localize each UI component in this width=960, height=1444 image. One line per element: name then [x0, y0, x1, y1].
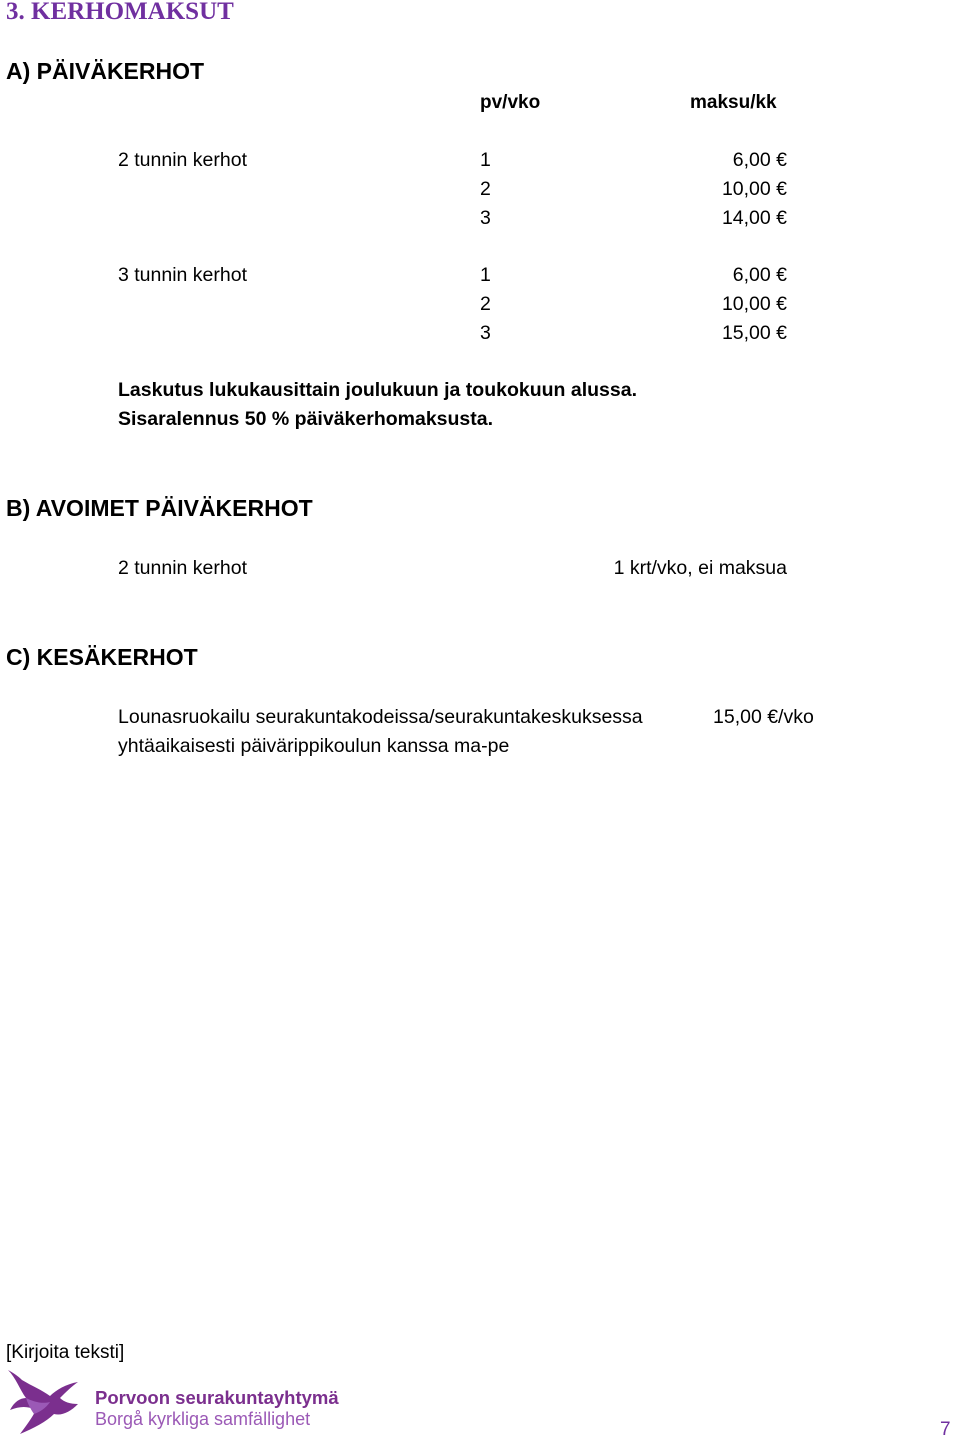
page-title: 3. KERHOMAKSUT: [6, 0, 234, 25]
section-a-title: A) PÄIVÄKERHOT: [6, 58, 205, 84]
row-pv: 1: [480, 149, 491, 171]
section-b-title: B) AVOIMET PÄIVÄKERHOT: [6, 495, 313, 521]
row-label: 2 tunnin kerhot: [118, 149, 248, 171]
dove-logo-icon: [6, 1368, 82, 1438]
open-club-value: 1 krt/vko, ei maksua: [613, 557, 787, 579]
summer-lunch-price: 15,00 €/vko: [713, 706, 814, 728]
row-fee: 10,00 €: [721, 293, 787, 315]
open-club-label: 2 tunnin kerhot: [118, 557, 248, 579]
row-fee: 6,00 €: [732, 149, 787, 171]
page-number: 7: [940, 1419, 951, 1440]
logo-text-finnish: Porvoon seurakuntayhtymä: [95, 1387, 339, 1408]
row-pv: 2: [480, 178, 491, 200]
sibling-discount-note: Sisaralennus 50 % päiväkerhomaksusta.: [118, 408, 494, 430]
billing-note: Laskutus lukukausittain joulukuun ja toukokuun alussa.: [118, 379, 637, 401]
row-pv: 1: [480, 264, 491, 286]
row-fee: 6,00 €: [732, 264, 787, 286]
row-pv: 2: [480, 293, 491, 315]
footer-placeholder: [Kirjoita teksti]: [6, 1342, 125, 1363]
summer-lunch-line2: yhtäaikaisesti päivärippikoulun kanssa ma-pe: [118, 735, 510, 757]
column-header-fee: maksu/kk: [690, 92, 777, 113]
row-pv: 3: [480, 207, 491, 229]
row-fee: 14,00 €: [721, 207, 787, 229]
logo-text-swedish: Borgå kyrkliga samfällighet: [95, 1409, 311, 1429]
row-label: 3 tunnin kerhot: [118, 264, 248, 286]
column-header-pv: pv/vko: [480, 92, 541, 113]
row-fee: 10,00 €: [721, 178, 787, 200]
row-fee: 15,00 €: [721, 322, 787, 344]
summer-lunch-line1: Lounasruokailu seurakuntakodeissa/seurakuntakeskuksessa: [118, 706, 643, 728]
row-pv: 3: [480, 322, 491, 344]
section-c-title: C) KESÄKERHOT: [6, 644, 198, 670]
